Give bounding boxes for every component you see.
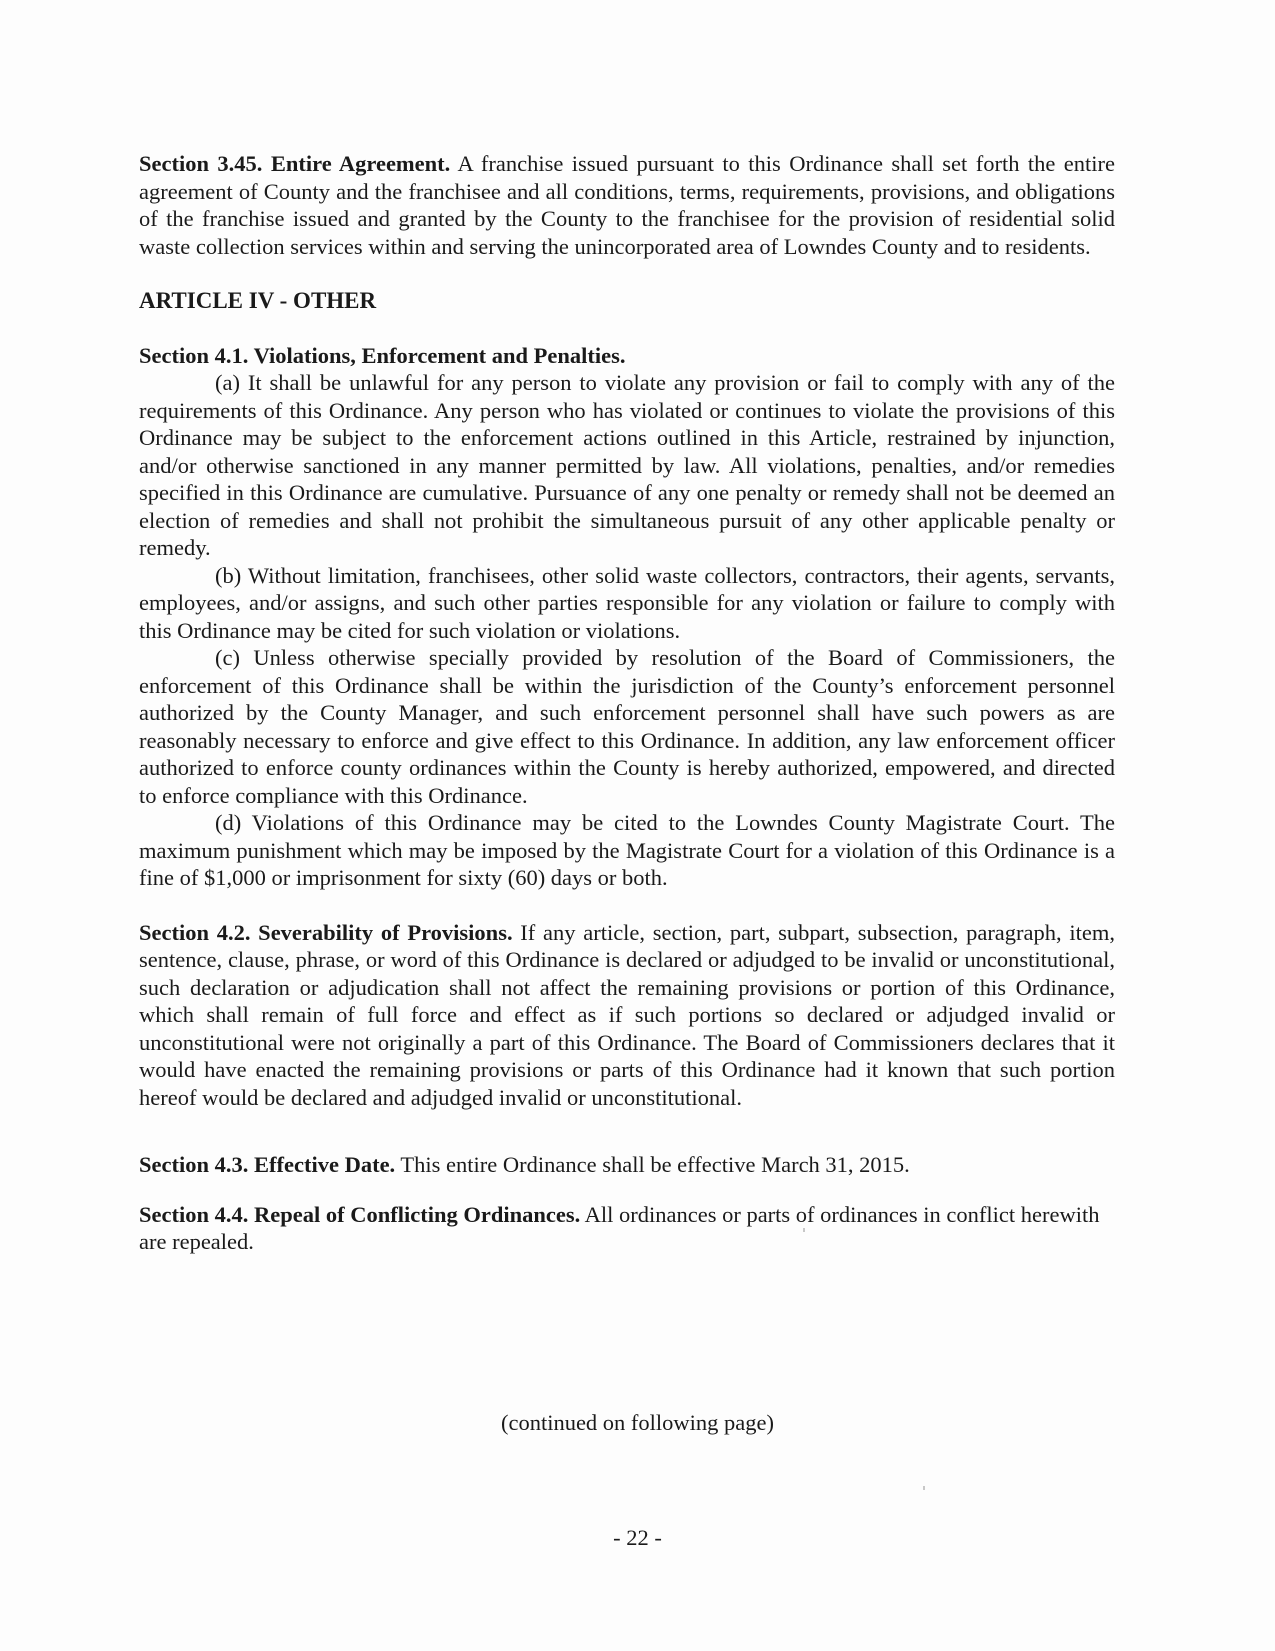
document-body [139,150,1115,1256]
section-3-45 [139,150,1115,260]
article-heading: ARTICLE IV - OTHER [139,288,377,313]
section-4-3-title: Effective Date. [254,1152,396,1177]
section-4-4-title: Section 4.4. Repeal of Conflicting Ordinances. [139,1201,581,1227]
section-4-3 [139,1151,1115,1179]
section-4-1-paragraph-a: (a) It shall be unlawful for any person to violate any provision or fail to comply with any of the requirements of this Ordinance. Any person who has violated or continues to violate the provisions of this Ordinance may be subject to the enforcement actions outlined in this Article, restrained by injunction, and/or otherwise sanctioned in any manner permitted by law. All violations, penalties, and/or remedies specified in this Ordinance are cumulative. Pursuance of any one penalty or remedy shall not be deemed an election of remedies and shall not prohibit the simultaneous pursuit of any other applicable penalty or remedy. [139,370,1115,560]
section-4-4 [139,1201,1115,1256]
section-3-45-title: Entire Agreement. [270,151,451,176]
scan-speck [923,1486,925,1490]
section-4-3-body: This entire Ordinance shall be effective March 31, 2015. [395,1152,910,1177]
section-4-1-paragraph-d: (d) Violations of this Ordinance may be cited to the Lowndes County Magistrate Court. The maximum punishment which may be imposed by the Magistrate Court for a violation of this Ordinance is a fine of $1,000 or imprisonment for sixty (60) days or both. [139,810,1115,890]
section-4-1-heading: Section 4.1. Violations, Enforcement and Penalties. [139,342,626,368]
section-3-45-body: A franchise issued pursuant to this Ordinance shall set forth the entire agreement of County and the franchisee and all conditions, terms, requirements, provisions, and obligations of the franchise issued and granted by the County to the franchisee for the provision of residential solid waste collection services within and serving the unincorporated area of Lowndes County and to residents. [139,151,1115,259]
section-4-2-title: Section 4.2. Severability of Provisions. [139,919,513,945]
section-3-45-label: Section 3.45. [139,151,263,176]
page-number: - 22 - [613,1525,662,1550]
section-4-4-body: All ordinances or parts of ordinances in conflict herewith are repealed. [139,1201,1100,1254]
section-4-1-paragraph-c: (c) Unless otherwise specially provided by resolution of the Board of Commissioners, the enforcement of this Ordinance shall be within the jurisdiction of the County’s enforcement personnel authorized by the County Manager, and such enforcement personnel shall have such powers as are reasonably necessary to enforce and give effect to this Ordinance. In addition, any law enforcement officer authorized to enforce county ordinances within the County is hereby authorized, empowered, and directed to enforce compliance with this Ordinance. [139,645,1115,808]
section-4-3-label: Section 4.3. [139,1152,249,1177]
continued-note: (continued on following page) [500,1410,775,1435]
scan-speck [803,1228,805,1232]
section-4-2-body: If any article, section, part, subpart, subsection, paragraph, item, sentence, clause, phrase, or word of this Ordinance is declared or adjudged to be invalid or unconstitutional, such declaration or adjudication shall not affect the remaining provisions or portion of this Ordinance, which shall remain of full force and effect as if such portions so declared or adjudged invalid or unconstitutional were not originally a part of this Ordinance. The Board of Commissioners declares that it would have enacted the remaining provisions or parts of this Ordinance had it known that such portion hereof would be declared and adjudged invalid or unconstitutional. [139,919,1115,1110]
section-4-2 [139,919,1115,1112]
section-4-1-paragraph-b: (b) Without limitation, franchisees, other solid waste collectors, contractors, their agents, servants, employees, and/or assigns, and such other parties responsible for any violation or failure to comply with this Ordinance may be cited for such violation or violations. [139,562,1115,643]
